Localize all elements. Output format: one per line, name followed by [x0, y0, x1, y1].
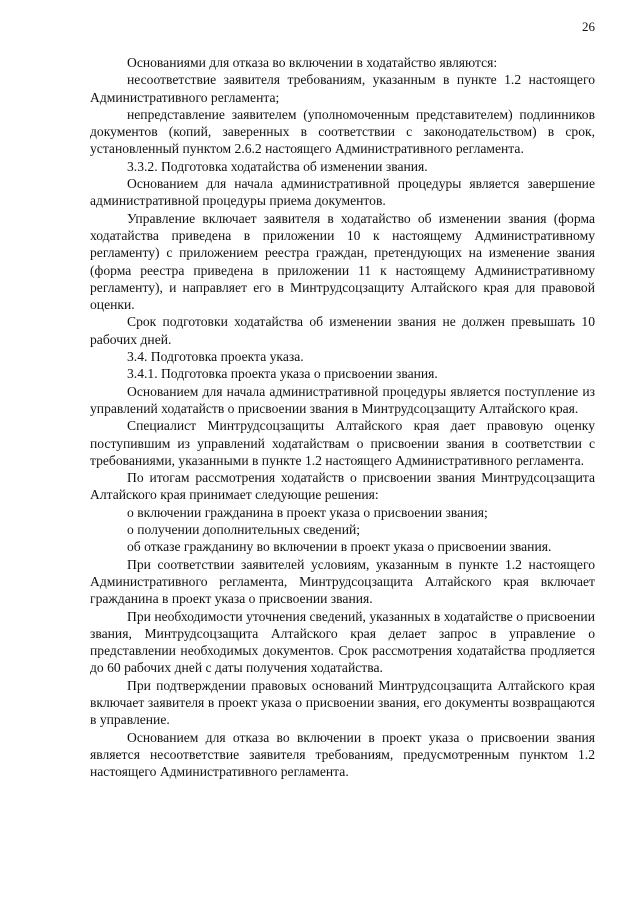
- paragraph: По итогам рассмотрения ходатайств о присвоении звания Минтрудсоцзащита Алтайского края принимает следующие решения:: [90, 470, 595, 503]
- list-item: о включении гражданина в проект указа о присвоении звания;: [127, 504, 488, 520]
- paragraph: Основанием для начала административной процедуры является завершение административной процедуры приема документов.: [90, 176, 595, 209]
- paragraph: Основанием для отказа во включении в проект указа о присвоении звания является несоответствие заявителя требованиям, предусмотренным пунктом 1.2 настоящего Административного регламента.: [90, 729, 595, 780]
- paragraph: Срок подготовки ходатайства об изменении звания не должен превышать 10 рабочих дней.: [90, 314, 595, 347]
- section-heading: 3.3.2. Подготовка ходатайства об изменении звания.: [127, 158, 428, 174]
- section-heading: 3.4. Подготовка проекта указа.: [127, 349, 304, 365]
- list-item: об отказе гражданину во включении в проект указа о присвоении звания.: [127, 539, 552, 555]
- list-item: о получении дополнительных сведений;: [127, 522, 361, 538]
- section-heading: 3.4.1. Подготовка проекта указа о присвоении звания.: [127, 366, 438, 382]
- paragraph: несоответствие заявителя требованиям, указанным в пункте 1.2 настоящего Административного регламента;: [90, 72, 595, 105]
- paragraph: При подтверждении правовых оснований Минтрудсоцзащита Алтайского края включает заявителя в проект указа о присвоении звания, его документы возвращаются в управление.: [90, 677, 595, 728]
- paragraph: непредставление заявителем (уполномоченным представителем) подлинников документов (копий, заверенных в соответствии с законодательством) в срок, установленный пунктом 2.6.2 настоящего Административного регламента.: [90, 106, 595, 157]
- document-body: [90, 54, 595, 780]
- paragraph: Основанием для начала административной процедуры является поступление из управлений ходатайств о присвоении звания в Минтрудсоцзащиту Алтайского края.: [90, 383, 595, 416]
- paragraph: Управление включает заявителя в ходатайство об изменении звания (форма ходатайства приведена в приложении 10 к настоящему Административному регламенту) с приложением реестра граждан, претендующих на изменение звания (форма реестра приведена в приложении 11 к настоящему Административному регламенту), и направляет его в Минтрудсоцзащиту Алтайского края для правовой оценки.: [90, 210, 595, 313]
- paragraph: Специалист Минтрудсоцзащиты Алтайского края дает правовую оценку поступившим из управлений ходатайствам о присвоении звания в соответствии с требованиями, указанными в пункте 1.2 настоящего Административного регламента.: [90, 418, 595, 468]
- paragraph: При необходимости уточнения сведений, указанных в ходатайстве о присвоении звания, Минтрудсоцзащита Алтайского края делает запрос в управление о представлении необходимых документов. Срок рассмотрения ходатайства продляется до 60 рабочих дней с даты получения ходатайства.: [90, 608, 595, 676]
- page-number: 26: [582, 19, 595, 34]
- paragraph: Основаниями для отказа во включении в ходатайство являются:: [127, 55, 498, 70]
- paragraph: При соответствии заявителей условиям, указанным в пункте 1.2 настоящего Административного регламента, Минтрудсоцзащита Алтайского края включает гражданина в проект указа о присвоении звания.: [90, 556, 595, 607]
